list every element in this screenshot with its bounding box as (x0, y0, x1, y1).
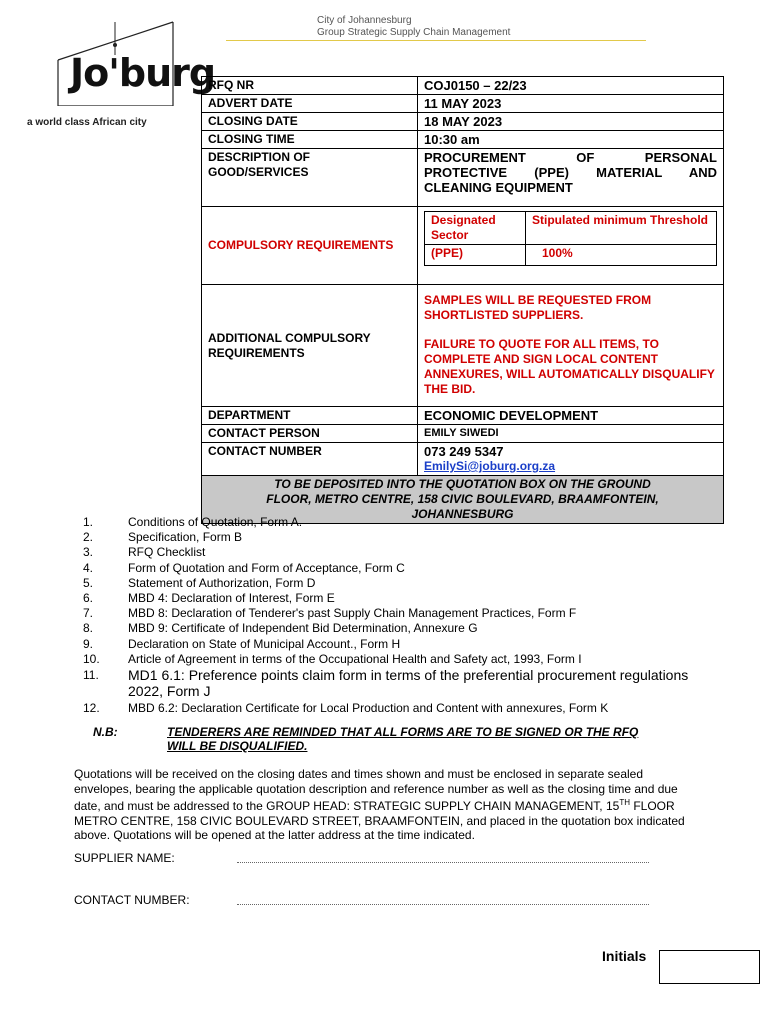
logo-tagline: a world class African city (27, 117, 147, 128)
description-line-3: CLEANING EQUIPMENT (424, 180, 573, 195)
paragraph-part-2: FLOOR METRO CENTRE, 158 CIVIC BOULEVARD STREET, BRAAMFONTEIN, and placed in the quotation box indicated above. Quotations will be opened at the latter address at the time indicated. (74, 799, 685, 842)
list-item-text: MD1 6.1: Preference points claim form in terms of the preferential procurement regulations 2022, Form J (128, 667, 689, 700)
additional-requirements-label: ADDITIONAL COMPULSORY REQUIREMENTS (202, 285, 418, 407)
contact-number-value: 073 249 5347 (424, 444, 504, 459)
list-item (75, 621, 715, 636)
header-department: Group Strategic Supply Chain Management (317, 27, 511, 38)
list-item-text: Declaration on State of Municipal Account., Form H (128, 636, 401, 651)
description-label (202, 149, 418, 207)
list-item-number: 2. (83, 530, 94, 545)
sector-header: Designated Sector (425, 212, 526, 245)
threshold-header: Stipulated minimum Threshold (526, 212, 717, 245)
description-value (418, 149, 724, 207)
list-item-number: 8. (83, 621, 94, 636)
list-item (75, 667, 715, 699)
paragraph-superscript: TH (619, 798, 630, 807)
list-item-text: Specification, Form B (128, 530, 243, 545)
supplier-name-label: SUPPLIER NAME: (74, 851, 175, 865)
list-item-number: 11. (83, 668, 99, 683)
forms-list (75, 515, 715, 716)
sector-value: (PPE) (425, 245, 526, 266)
list-item (75, 545, 715, 560)
list-item-text: MBD 9: Certificate of Independent Bid Determination, Annexure G (128, 621, 478, 636)
contact-number-field-label: CONTACT NUMBER: (74, 893, 190, 907)
description-label-line-2: GOOD/SERVICES (208, 165, 309, 179)
additional-requirements-value (418, 285, 724, 407)
contact-person-label: CONTACT PERSON (202, 425, 418, 443)
deposit-line-2: FLOOR, METRO CENTRE, 158 CIVIC BOULEVARD, BRAAMFONTEIN, (266, 492, 659, 506)
list-item-number: 1. (83, 515, 94, 529)
closing-date-label: CLOSING DATE (202, 113, 418, 131)
contact-number-label: CONTACT NUMBER (202, 443, 418, 476)
compulsory-requirements-label: COMPULSORY REQUIREMENTS (202, 207, 418, 285)
list-item (75, 591, 715, 606)
initials-field[interactable] (659, 950, 760, 984)
list-item-number: 10. (83, 651, 100, 666)
list-item-number: 3. (83, 545, 94, 560)
supplier-name-field[interactable] (237, 861, 649, 863)
list-item-number: 7. (83, 606, 94, 621)
list-item-text: Form of Quotation and Form of Acceptance, Form C (128, 560, 405, 575)
list-item (75, 530, 715, 545)
rfq-nr-value: COJ0150 – 22/23 (418, 77, 724, 95)
description-label-line-1: DESCRIPTION OF (208, 150, 311, 164)
nb-label: N.B: (93, 725, 118, 739)
list-item (75, 515, 715, 530)
contact-email-link[interactable]: EmilySi@joburg.org.za (424, 459, 556, 473)
deposit-line-3: JOHANNESBURG (411, 507, 514, 521)
department-label: DEPARTMENT (202, 407, 418, 425)
department-value: ECONOMIC DEVELOPMENT (418, 407, 724, 425)
deposit-line-1: TO BE DEPOSITED INTO THE QUOTATION BOX ON THE GROUND (274, 477, 651, 491)
list-item-text: RFQ Checklist (128, 545, 206, 560)
description-line-1: PROCUREMENT OF PERSONAL (424, 150, 717, 165)
compulsory-requirements-cell (418, 207, 724, 285)
initials-label: Initials (602, 948, 647, 964)
header-rule (226, 40, 646, 41)
list-item (75, 637, 715, 652)
header-city: City of Johannesburg (317, 15, 412, 26)
logo-wordmark: Jo'burg (70, 51, 216, 95)
list-item-number: 9. (83, 636, 94, 651)
contact-person-value: EMILY SIWEDI (418, 425, 724, 443)
rfq-details-table (201, 76, 724, 524)
list-item-text: Article of Agreement in terms of the Occupational Health and Safety act, 1993, Form I (128, 651, 582, 666)
advert-date-value: 11 MAY 2023 (418, 95, 724, 113)
list-item (75, 561, 715, 576)
list-item (75, 652, 715, 667)
nb-warning: TENDERERS ARE REMINDED THAT ALL FORMS ARE TO BE SIGNED OR THE RFQ WILL BE DISQUALIFIED. (167, 725, 639, 753)
threshold-table (424, 211, 717, 266)
list-item (75, 606, 715, 621)
threshold-value: 100% (526, 245, 717, 266)
list-item-number: 4. (83, 560, 94, 575)
contact-number-cell (418, 443, 724, 476)
contact-number-field[interactable] (237, 903, 649, 905)
list-item-number: 5. (83, 575, 94, 590)
list-item-text: Conditions of Quotation, Form A. (128, 515, 303, 529)
closing-time-value: 10:30 am (418, 131, 724, 149)
list-item-text: MBD 8: Declaration of Tenderer's past Supply Chain Management Practices, Form F (128, 606, 577, 621)
list-item-text: MBD 4: Declaration of Interest, Form E (128, 591, 335, 606)
submission-paragraph (74, 767, 698, 843)
closing-time-label: CLOSING TIME (202, 131, 418, 149)
closing-date-value: 18 MAY 2023 (418, 113, 724, 131)
list-item (75, 701, 715, 716)
advert-date-label: ADVERT DATE (202, 95, 418, 113)
list-item-text: Statement of Authorization, Form D (128, 575, 316, 590)
list-item (75, 576, 715, 591)
description-line-2: PROTECTIVE (PPE) MATERIAL AND (424, 165, 717, 180)
paragraph-part-1: Quotations will be received on the closing dates and times shown and must be enclosed in separate sealed envelopes, bearing the applicable quotation description and reference number as well as the closing time and due date, and must be addressed to the GROUP HEAD: STRATEGIC SUPPLY CHAIN MANAGEMENT, 15 (74, 767, 678, 813)
list-item-number: 6. (83, 591, 94, 606)
list-item-number: 12. (83, 701, 100, 716)
rfq-nr-label: RFQ NR (202, 77, 418, 95)
list-item-text: MBD 6.2: Declaration Certificate for Local Production and Content with annexures, Form K (128, 701, 609, 716)
additional-requirement-failure: FAILURE TO QUOTE FOR ALL ITEMS, TO COMPLETE AND SIGN LOCAL CONTENT ANNEXURES, WILL AUTOMATICALLY DISQUALIFY THE BID. (424, 337, 715, 396)
additional-requirement-samples: SAMPLES WILL BE REQUESTED FROM SHORTLISTED SUPPLIERS. (424, 293, 652, 322)
